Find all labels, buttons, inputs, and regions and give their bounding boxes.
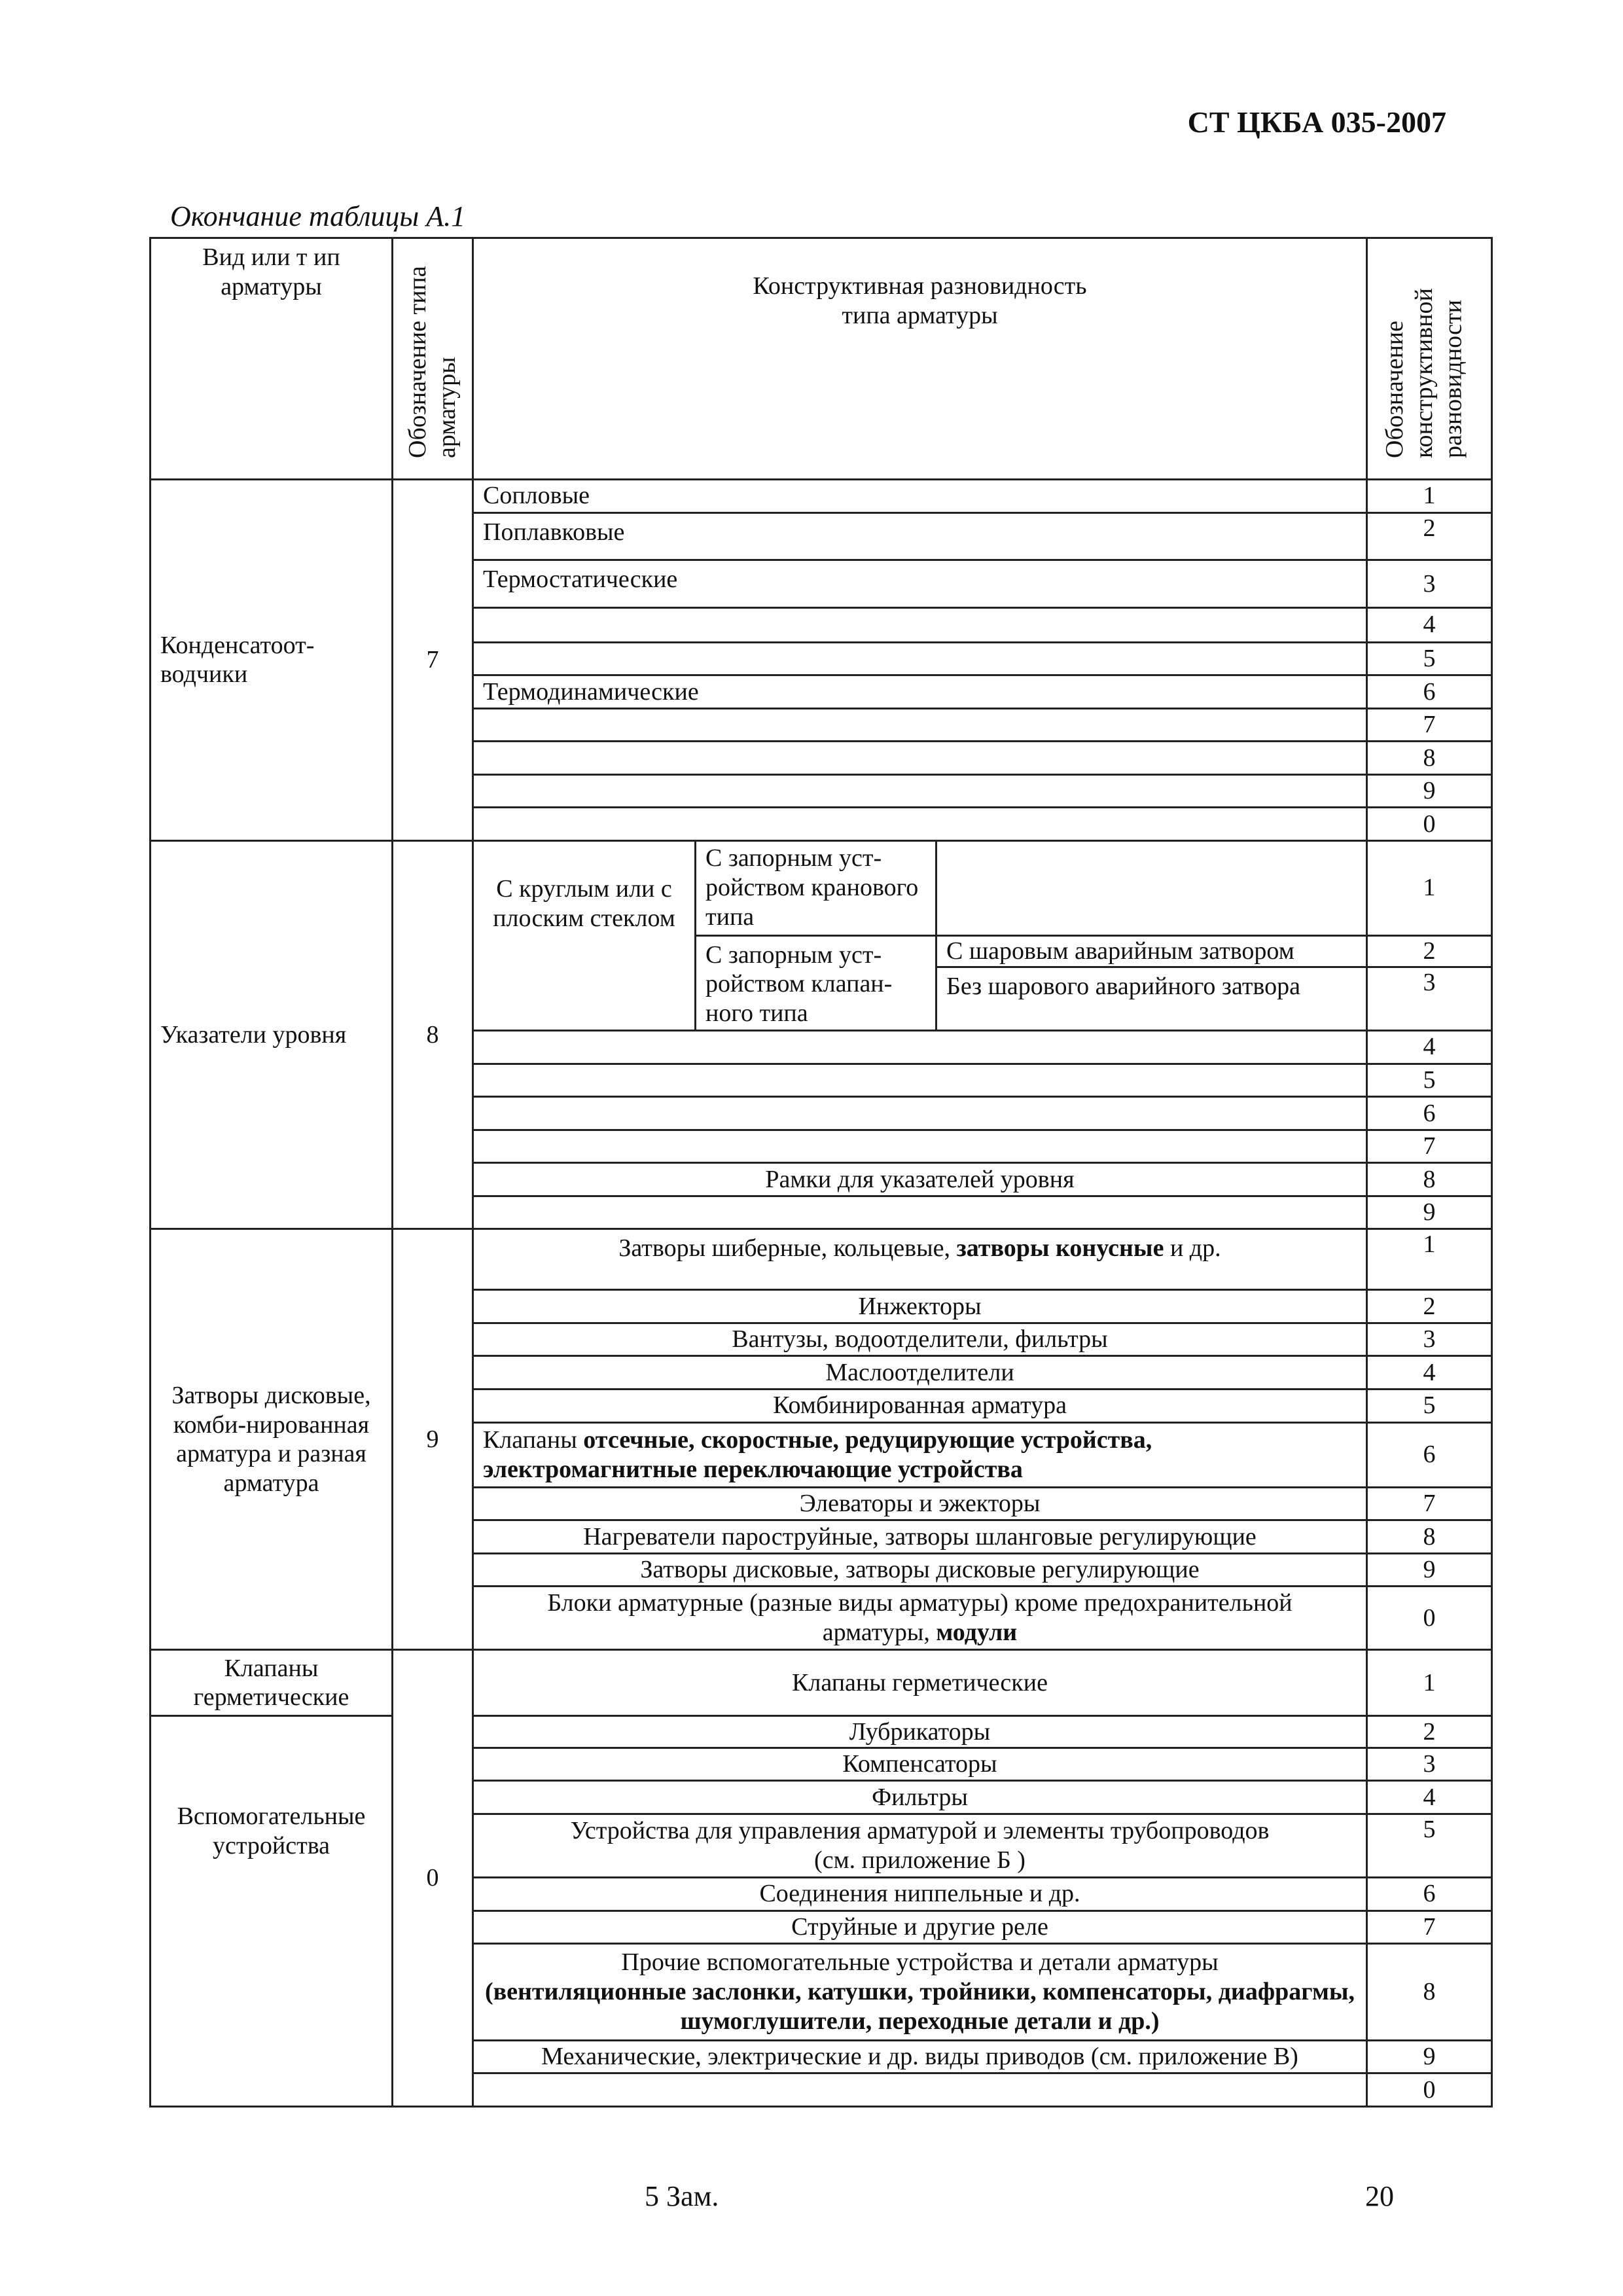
group-0-name-auxiliary: Вспомогательные устройства	[151, 1716, 393, 2107]
variety-cell: Струйные и другие реле	[473, 1910, 1367, 1944]
classification-table	[149, 237, 1493, 2108]
variety-cell: Термостатические	[473, 560, 1367, 608]
variety-code: 4	[1367, 608, 1492, 643]
variety-cell	[473, 608, 1367, 643]
variety-code: 7	[1367, 1130, 1492, 1163]
variety-cell: Без шарового аварийного затвора	[936, 967, 1367, 1031]
variety-cell: Затворы шиберные, кольцевые, затворы конусные и др.	[473, 1229, 1367, 1290]
variety-code: 5	[1367, 1390, 1492, 1423]
variety-cell: Маслоотделители	[473, 1356, 1367, 1390]
variety-cell: Лубрикаторы	[473, 1716, 1367, 1748]
group-8-name: Указатели уровня	[151, 840, 393, 1229]
variety-cell: Клапаны герметические	[473, 1650, 1367, 1716]
variety-cell: С шаровым аварийным затвором	[936, 935, 1367, 967]
table-row	[151, 480, 1492, 513]
table-row	[151, 1650, 1492, 1716]
variety-cell	[473, 1031, 1367, 1064]
group-8-code: 8	[393, 840, 473, 1229]
variety-code: 2	[1367, 1716, 1492, 1748]
table-row	[151, 1229, 1492, 1290]
col-header-type: Вид или т ип арматуры	[151, 238, 393, 480]
variety-cell: Соединения ниппельные и др.	[473, 1878, 1367, 1911]
variety-code: 5	[1367, 1814, 1492, 1878]
variety-cell	[473, 1196, 1367, 1229]
variety-cell: Элеваторы и эжекторы	[473, 1487, 1367, 1520]
variety-code: 3	[1367, 560, 1492, 608]
change-note: 5 Зам.	[645, 2180, 719, 2212]
variety-cell: Сопловые	[473, 480, 1367, 513]
variety-cell: Поплавковые	[473, 512, 1367, 560]
variety-code: 8	[1367, 1163, 1492, 1196]
group-7-code: 7	[393, 480, 473, 841]
variety-code: 9	[1367, 774, 1492, 808]
variety-cell: Блоки арматурные (разные виды арматуры) кроме предохранительной арматуры, модули	[473, 1587, 1367, 1650]
variety-code: 1	[1367, 840, 1492, 935]
variety-code: 6	[1367, 675, 1492, 709]
group-9-name: Затворы дисковые, комби-нированная арматура и разная арматура	[151, 1229, 393, 1650]
variety-cell	[473, 2073, 1367, 2107]
group-7-name: Конденсатоот-водчики	[151, 480, 393, 841]
variety-code: 6	[1367, 1878, 1492, 1911]
variety-cell: Клапаны отсечные, скоростные, редуцирующие устройства, электромагнитные переключающие устройства	[473, 1422, 1367, 1487]
variety-code: 3	[1367, 1748, 1492, 1781]
col-header-variety-code: Обозначение конструктивной разновидности	[1367, 238, 1492, 480]
variety-code: 3	[1367, 967, 1492, 1031]
document-code: СТ ЦКБА 035-2007	[1187, 105, 1446, 139]
variety-cell: Вантузы, водоотделители, фильтры	[473, 1323, 1367, 1356]
variety-code: 7	[1367, 708, 1492, 742]
variety-code: 9	[1367, 2040, 1492, 2073]
table-caption: Окончание таблицы А.1	[170, 200, 466, 232]
variety-cell	[473, 1097, 1367, 1130]
variety-code: 8	[1367, 742, 1492, 775]
variety-code: 1	[1367, 1650, 1492, 1716]
table-header-row	[151, 238, 1492, 480]
group-9-code: 9	[393, 1229, 473, 1650]
variety-code: 5	[1367, 642, 1492, 675]
variety-cell: Термодинамические	[473, 675, 1367, 709]
variety-cell: Устройства для управления арматурой и элементы трубопроводов (см. приложение Б )	[473, 1814, 1367, 1878]
variety-cell	[473, 774, 1367, 808]
page-number: 20	[1365, 2180, 1394, 2212]
variety-cell: Фильтры	[473, 1781, 1367, 1814]
variety-code: 4	[1367, 1781, 1492, 1814]
col-header-type-code: Обозначение типа арматуры	[393, 238, 473, 480]
variety-cell: Механические, электрические и др. виды приводов (см. приложение В)	[473, 2040, 1367, 2073]
variety-code: 0	[1367, 1587, 1492, 1650]
variety-code: 1	[1367, 1229, 1492, 1290]
variety-code: 2	[1367, 1290, 1492, 1323]
col-header-variety: Конструктивная разновидность типа арматуры	[473, 238, 1367, 480]
group-0-name-hermetic: Клапаны герметические	[151, 1650, 393, 1716]
variety-cell: Компенсаторы	[473, 1748, 1367, 1781]
variety-cell	[473, 708, 1367, 742]
variety-cell	[473, 742, 1367, 775]
variety-code: 4	[1367, 1356, 1492, 1390]
variety-code: 3	[1367, 1323, 1492, 1356]
variety-code: 7	[1367, 1910, 1492, 1944]
variety-code: 8	[1367, 1520, 1492, 1554]
variety-code: 9	[1367, 1196, 1492, 1229]
variety-cell	[936, 840, 1367, 935]
variety-cell	[473, 1064, 1367, 1097]
variety-code: 8	[1367, 1944, 1492, 2041]
variety-cell	[473, 808, 1367, 841]
variety-code: 7	[1367, 1487, 1492, 1520]
variety-code: 9	[1367, 1553, 1492, 1587]
variety-code: 6	[1367, 1097, 1492, 1130]
variety-code: 0	[1367, 2073, 1492, 2107]
variety-code: 2	[1367, 935, 1492, 967]
group-0-code: 0	[393, 1650, 473, 2107]
variety-cell: Рамки для указателей уровня	[473, 1163, 1367, 1196]
lock-valve-cell: С запорным уст-ройством клапан-ного типа	[696, 935, 936, 1031]
variety-cell: Комбинированная арматура	[473, 1390, 1367, 1423]
variety-code: 5	[1367, 1064, 1492, 1097]
variety-cell: Нагреватели пароструйные, затворы шланговые регулирующие	[473, 1520, 1367, 1554]
variety-code: 4	[1367, 1031, 1492, 1064]
table-row	[151, 840, 1492, 935]
table-row	[151, 1716, 1492, 1748]
variety-cell: Затворы дисковые, затворы дисковые регулирующие	[473, 1553, 1367, 1587]
glass-type-cell: С круглым или с плоским стеклом	[473, 840, 696, 1030]
variety-code: 0	[1367, 808, 1492, 841]
variety-code: 1	[1367, 480, 1492, 513]
variety-cell	[473, 1130, 1367, 1163]
variety-cell: Инжекторы	[473, 1290, 1367, 1323]
lock-crane-cell: С запорным уст-ройством кранового типа	[696, 840, 936, 935]
variety-cell	[473, 642, 1367, 675]
variety-code: 2	[1367, 512, 1492, 560]
variety-cell: Прочие вспомогательные устройства и детали арматуры (вентиляционные заслонки, катушки, тройники, компенсаторы, диафрагмы, шумоглушители, переходные детали и др.)	[473, 1944, 1367, 2041]
variety-code: 6	[1367, 1422, 1492, 1487]
